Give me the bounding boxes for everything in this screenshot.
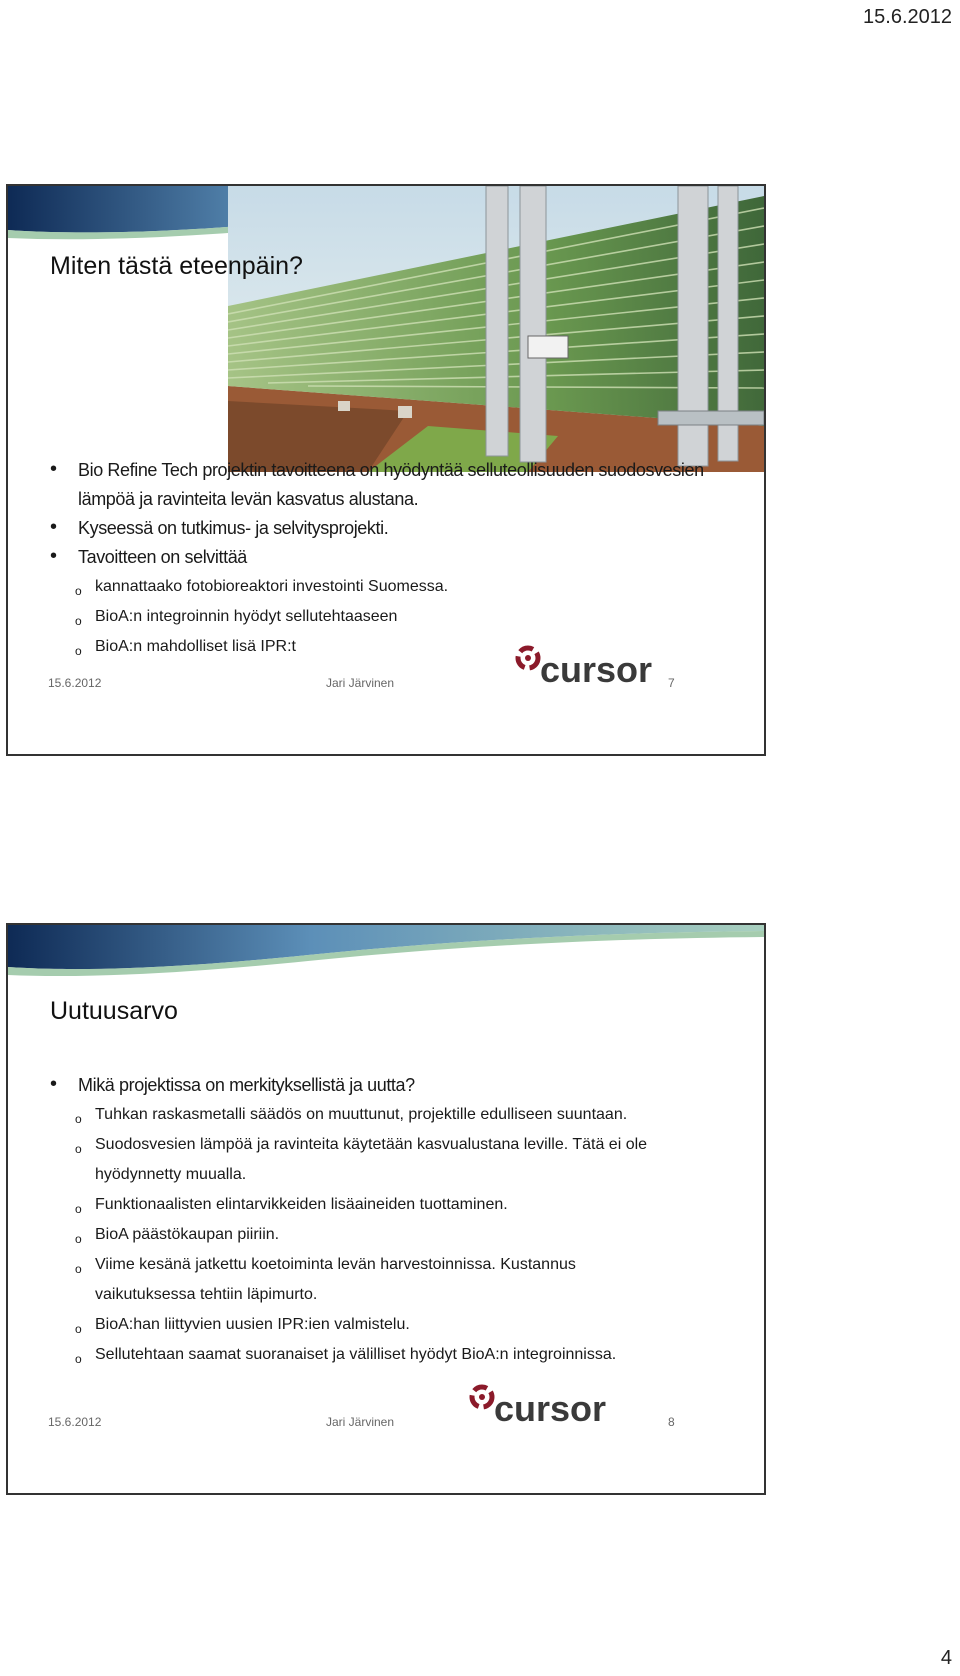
slide-8 bbox=[6, 923, 766, 1495]
page-date: 15.6.2012 bbox=[863, 6, 952, 28]
cursor-logo-mark-icon bbox=[472, 1387, 492, 1407]
photobioreactor-photo bbox=[228, 186, 764, 472]
cursor-logo-mark-icon bbox=[518, 648, 538, 668]
header-band bbox=[8, 925, 764, 981]
svg-text:cursor: cursor bbox=[540, 649, 653, 690]
sub-bullet-item: o Viime kesänä jatkettu koetoiminta levän harvestoinnissa. Kustannus vaikutuksessa tehtiin läpimurto. bbox=[8, 1250, 655, 1310]
cursor-logo bbox=[468, 1381, 608, 1434]
sub-bullet-item: o Sellutehtaan saamat suoranaiset ja välilliset hyödyt BioA:n integroinnissa. bbox=[8, 1340, 728, 1370]
bullet-item: • Tavoitteen on selvittää bbox=[8, 543, 708, 572]
slide-number: 7 bbox=[668, 676, 675, 690]
sub-bullet-item: o BioA:han liittyvien uusien IPR:ien valmistelu. bbox=[8, 1310, 728, 1340]
sub-bullet-item: o BioA:n integroinnin hyödyt sellutehtaaseen bbox=[8, 602, 708, 632]
bullet-item: • Bio Refine Tech projektin tavoitteena on hyödyntää selluteollisuuden suodosvesien lämpöä ja ravinteita levän kasvatus alustana. bbox=[8, 456, 708, 514]
sub-bullet-item: o Suodosvesien lämpöä ja ravinteita käytetään kasvualustana leville. Tätä ei ole hyödynnetty muualla. bbox=[8, 1130, 705, 1190]
sub-bullet-item: o kannattaako fotobioreaktori investointi Suomessa. bbox=[8, 572, 708, 602]
cursor-logo bbox=[514, 642, 654, 695]
bullet-list bbox=[8, 456, 708, 662]
footer-author: Jari Järvinen bbox=[326, 676, 395, 690]
slide-number: 8 bbox=[668, 1415, 675, 1429]
slide-7 bbox=[6, 184, 766, 756]
slide-title: Uutuusarvo bbox=[50, 997, 178, 1025]
footer-date: 15.6.2012 bbox=[48, 1415, 102, 1429]
bullet-list bbox=[8, 1071, 728, 1370]
svg-text:cursor: cursor bbox=[494, 1388, 607, 1429]
bullet-item: • Mikä projektissa on merkityksellistä ja uutta? bbox=[8, 1071, 728, 1100]
bullet-item: • Kyseessä on tutkimus- ja selvitysprojekti. bbox=[8, 514, 708, 543]
sub-bullet-item: o BioA päästökaupan piiriin. bbox=[8, 1220, 728, 1250]
sub-bullet-item: o BioA:n mahdolliset lisä IPR:t bbox=[8, 632, 708, 662]
sub-bullet-item: o Tuhkan raskasmetalli säädös on muuttunut, projektille edulliseen suuntaan. bbox=[8, 1100, 728, 1130]
footer-author: Jari Järvinen bbox=[326, 1415, 395, 1429]
footer-date: 15.6.2012 bbox=[48, 676, 102, 690]
page-number: 4 bbox=[940, 1647, 952, 1669]
slide-title: Miten tästä eteenpäin? bbox=[50, 252, 303, 280]
sub-bullet-item: o Funktionaalisten elintarvikkeiden lisäaineiden tuottaminen. bbox=[8, 1190, 728, 1220]
